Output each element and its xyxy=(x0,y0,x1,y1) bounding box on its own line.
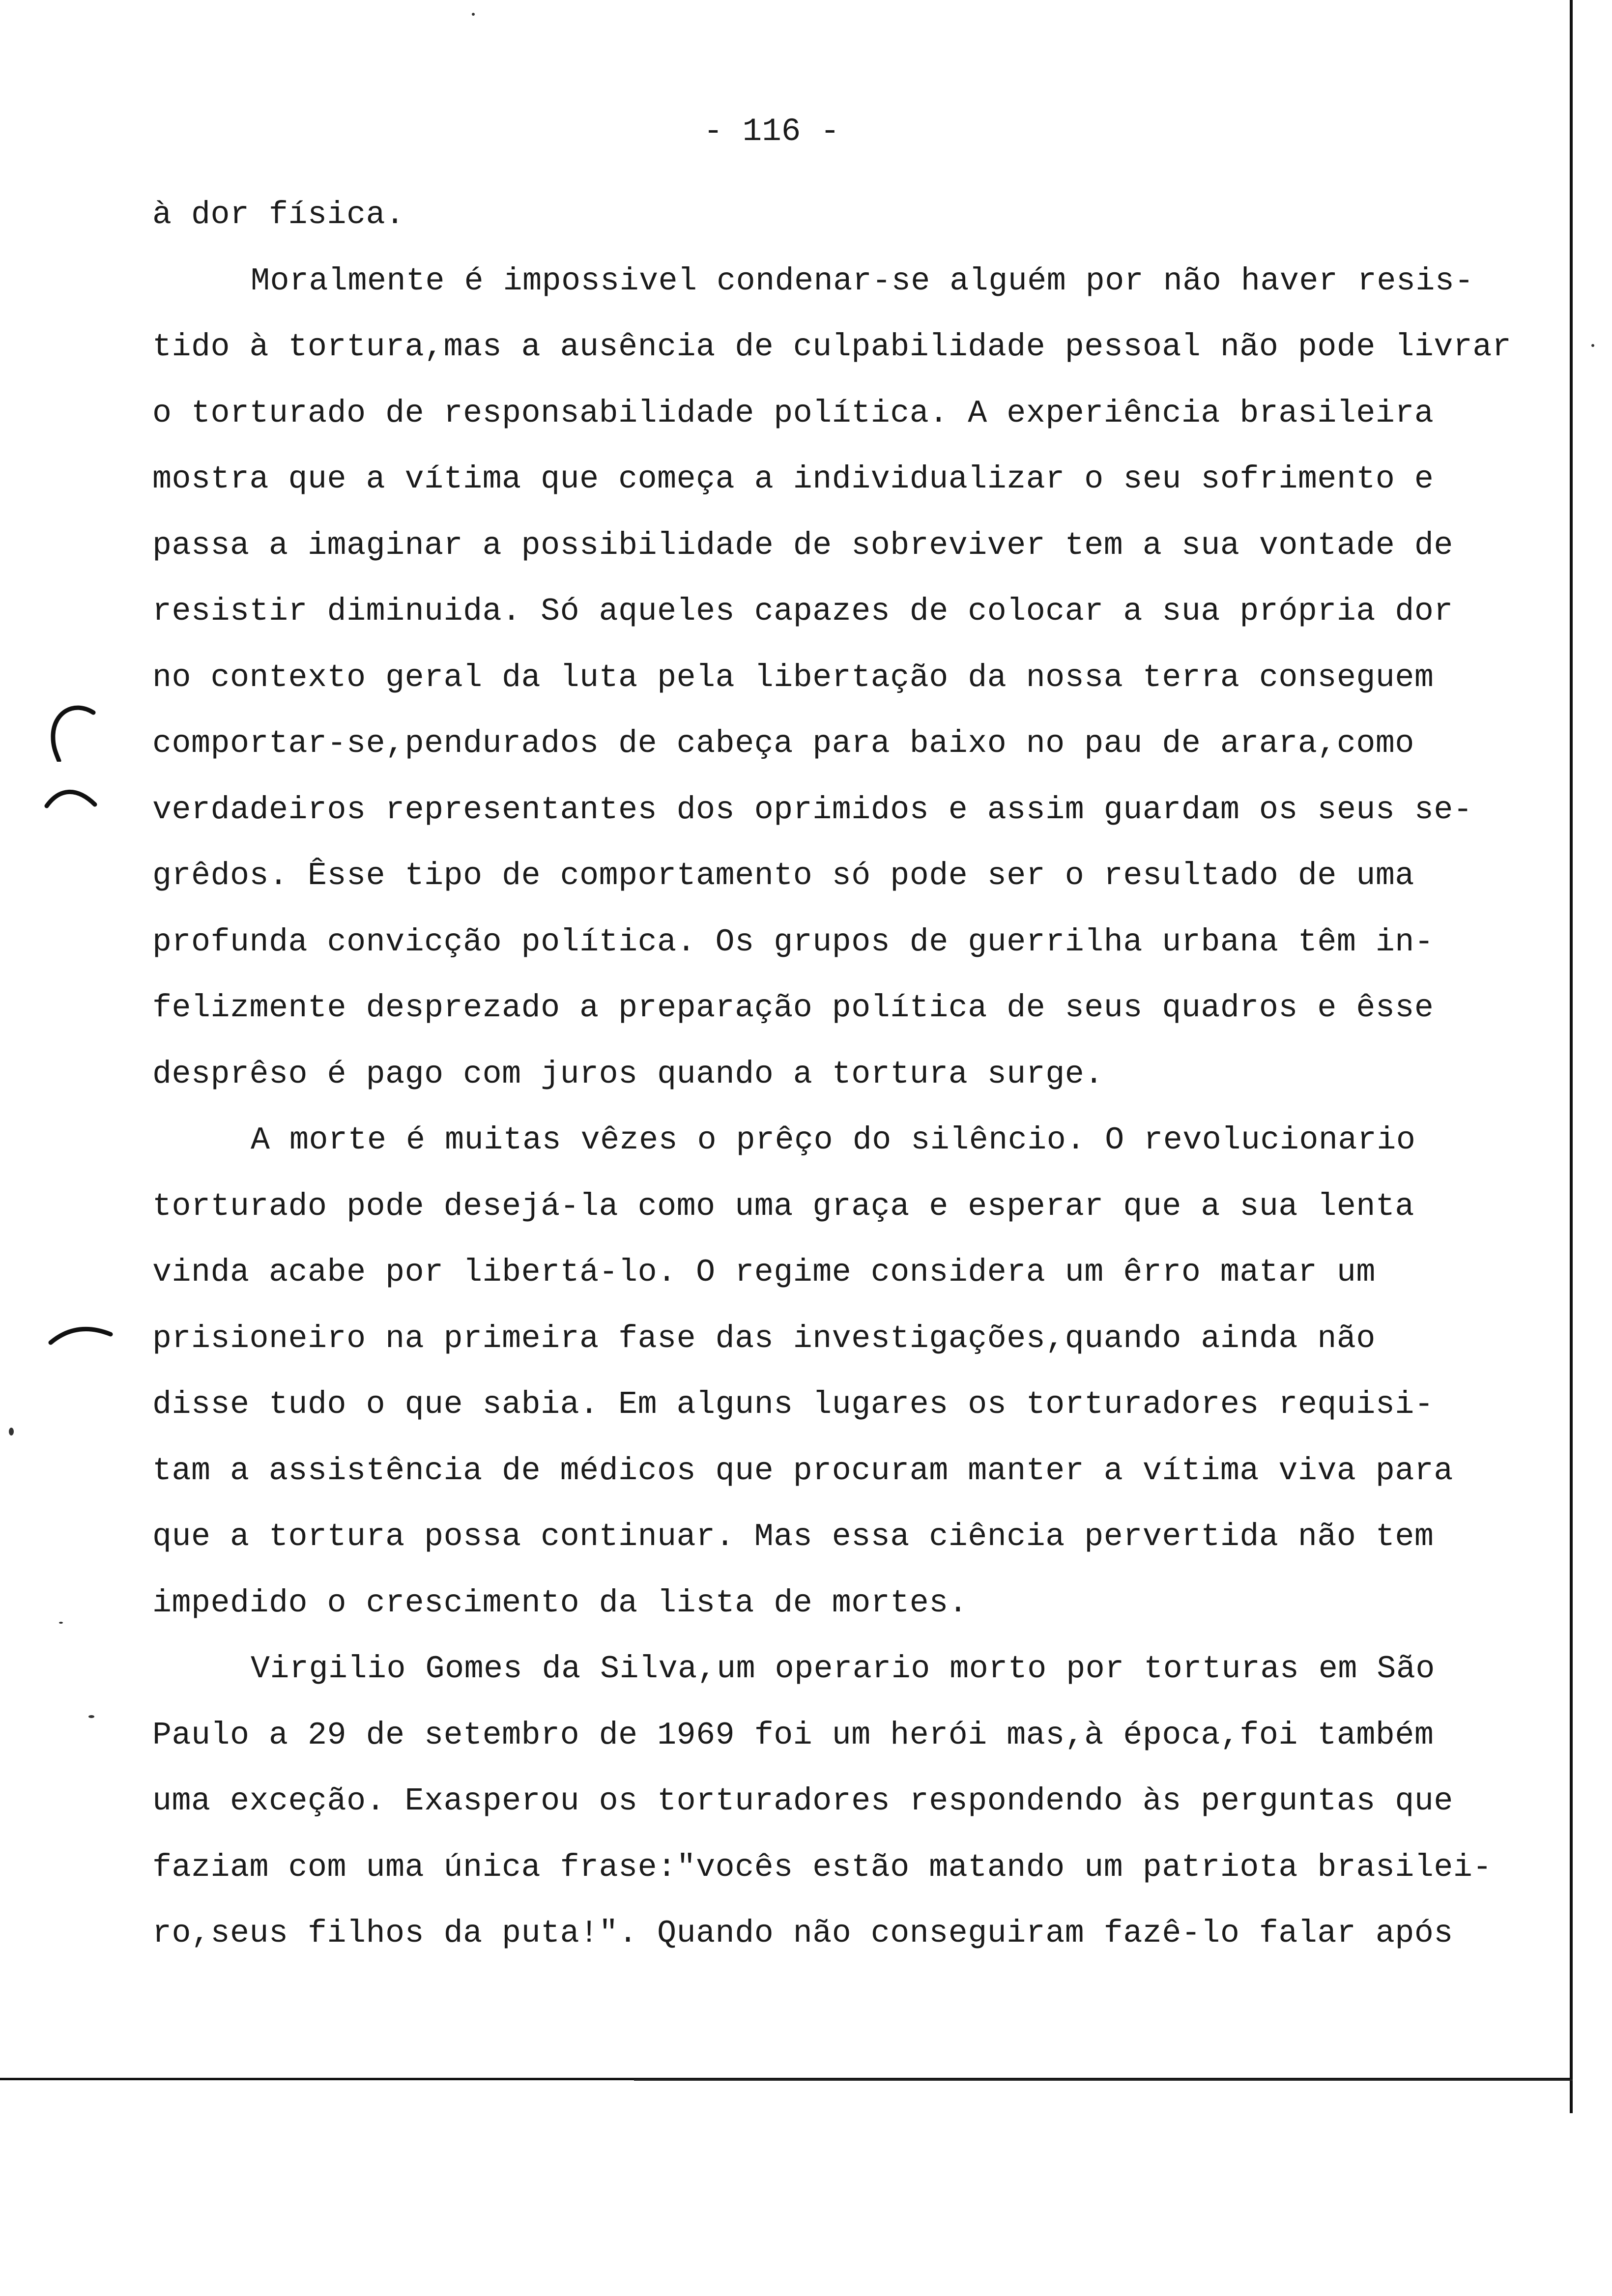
margin-arc-mark xyxy=(42,779,101,813)
text-line: faziam com uma única frase:"vocês estão matando um patriota brasilei- xyxy=(152,1849,1492,1886)
text-line: tam a assistência de médicos que procuram manter a vítima viva para xyxy=(152,1452,1453,1489)
text-line: Paulo a 29 de setembro de 1969 foi um herói mas,à época,foi também xyxy=(152,1717,1434,1753)
text-line: que a tortura possa continuar. Mas essa ciência pervertida não tem xyxy=(152,1519,1434,1555)
body-text xyxy=(152,182,1512,1967)
text-line: à dor física. xyxy=(152,197,405,233)
text-line: tido à tortura,mas a ausência de culpabilidade pessoal não pode livrar xyxy=(152,329,1512,365)
paragraph-start-line: Moralmente é impossivel condenar-se alguém por não haver resis- xyxy=(251,262,1474,299)
speck xyxy=(1591,344,1594,347)
speck xyxy=(88,1715,94,1718)
speck xyxy=(59,1622,63,1624)
bottom-rule-overlay xyxy=(634,2079,1573,2081)
text-line: felizmente desprezado a preparação política de seus quadros e êsse xyxy=(152,990,1434,1026)
text-line: grêdos. Êsse tipo de comportamento só pode ser o resultado de uma xyxy=(152,858,1414,894)
text-line: desprêso é pago com juros quando a tortura surge. xyxy=(152,1056,1104,1092)
text-line: prisioneiro na primeira fase das investigações,quando ainda não xyxy=(152,1320,1376,1357)
page-number: - 116 - xyxy=(703,113,840,150)
text-line: uma exceção. Exasperou os torturadores respondendo às perguntas que xyxy=(152,1783,1453,1819)
text-line: ro,seus filhos da puta!". Quando não conseguiram fazê-lo falar após xyxy=(152,1915,1453,1952)
text-line: vinda acabe por libertá-lo. O regime considera um êrro matar um xyxy=(152,1254,1376,1291)
paragraph-start-line: A morte é muitas vêzes o prêço do silêncio. O revolucionario xyxy=(251,1122,1416,1158)
text-line: no contexto geral da luta pela libertação da nossa terra conseguem xyxy=(152,659,1434,696)
text-line: comportar-se,pendurados de cabeça para baixo no pau de arara,como xyxy=(152,725,1414,762)
paragraph-start-line: Virgilio Gomes da Silva,um operario morto por torturas em São xyxy=(251,1651,1435,1687)
right-margin-rule xyxy=(1570,0,1573,2113)
text-line: disse tudo o que sabia. Em alguns lugares os torturadores requisi- xyxy=(152,1386,1434,1423)
text-line: torturado pode desejá-la como uma graça e esperar que a sua lenta xyxy=(152,1188,1414,1225)
speck xyxy=(472,13,475,16)
text-line: passa a imaginar a possibilidade de sobreviver tem a sua vontade de xyxy=(152,527,1453,564)
text-line: resistir diminuida. Só aqueles capazes de colocar a sua própria dor xyxy=(152,593,1453,630)
margin-bracket-mark xyxy=(39,698,103,762)
margin-arc-mark xyxy=(47,1312,115,1351)
text-line: profunda convicção política. Os grupos de guerrilha urbana têm in- xyxy=(152,923,1434,960)
text-line: mostra que a vítima que começa a individualizar o seu sofrimento e xyxy=(152,461,1434,497)
text-line: o torturado de responsabilidade política. A experiência brasileira xyxy=(152,395,1434,431)
text-line: verdadeiros representantes dos oprimidos e assim guardam os seus se- xyxy=(152,791,1473,828)
text-line: impedido o crescimento da lista de mortes. xyxy=(152,1584,968,1621)
speck xyxy=(9,1428,14,1435)
